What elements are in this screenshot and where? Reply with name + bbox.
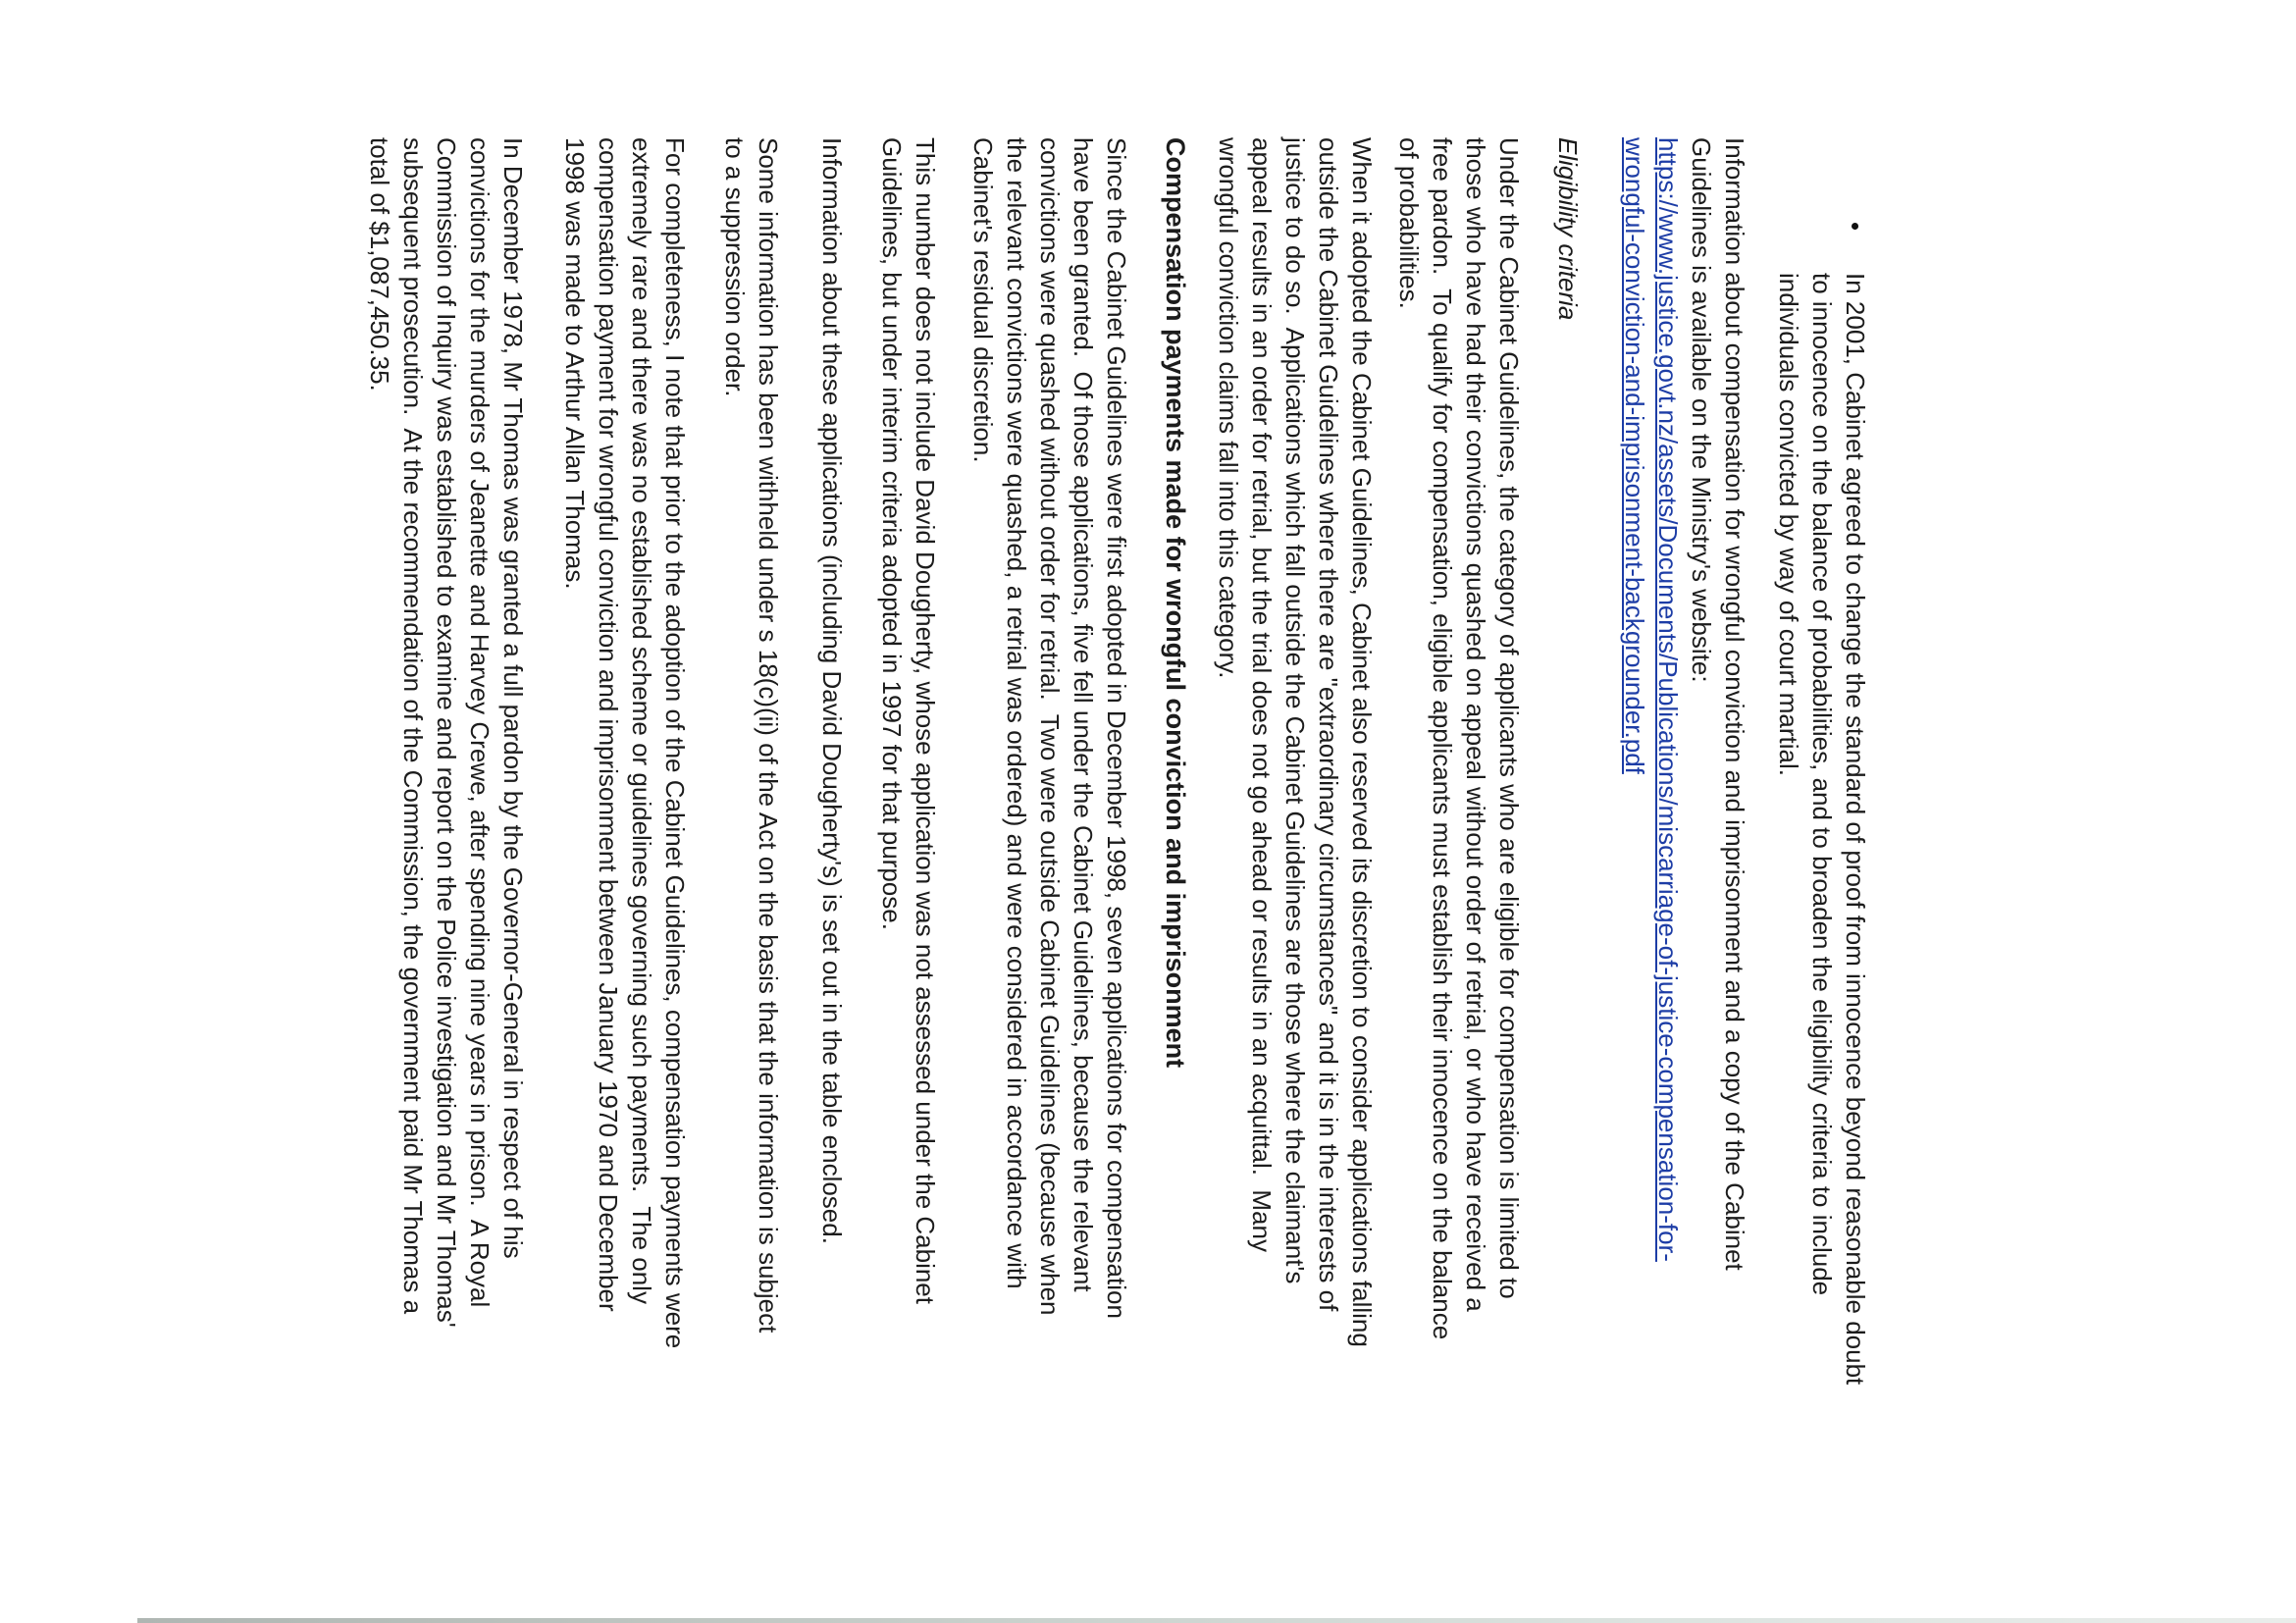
text-line: Cabinet's residual discretion. bbox=[968, 137, 998, 463]
text-line: In December 1978, Mr Thomas was granted a full pardon by the Governor-General in respect of his bbox=[498, 137, 528, 1259]
thomas-pardon-paragraph bbox=[363, 137, 530, 1328]
text-line: subsequent prosecution. At the recommendation of the Commission, the government paid Mr Thomas a bbox=[398, 137, 428, 1315]
hyperlink-line[interactable]: https://www.justice.govt.nz/assets/Documents/Publications/miscarriage-of-justice-compensation-for- bbox=[1653, 137, 1683, 1262]
intro-paragraph bbox=[1618, 137, 1751, 1271]
text-line: When it adopted the Cabinet Guidelines, Cabinet also reserved its discretion to consider applications falling bbox=[1347, 137, 1377, 1347]
text-line: have been granted. Of those applications, five fell under the Cabinet Guidelines, because the relevant bbox=[1069, 137, 1098, 1292]
text-line: 1998 was made to Arthur Allan Thomas. bbox=[560, 137, 590, 590]
text-line: of probabilities. bbox=[1394, 137, 1424, 309]
text-line: Guidelines, but under interim criteria adopted in 1997 for that purpose. bbox=[877, 137, 907, 930]
text-line: Some information has been withheld under s 18(c)(ii) of the Act on the basis that the information is subject bbox=[754, 137, 783, 1334]
table-reference-paragraph bbox=[815, 137, 849, 1244]
dougherty-paragraph bbox=[875, 137, 942, 1304]
text-line: to a suppression order. bbox=[720, 137, 750, 397]
completeness-paragraph bbox=[558, 137, 692, 1348]
text-line: For completeness, I note that prior to the adoption of the Cabinet Guidelines, compensation payments were bbox=[660, 137, 690, 1349]
withheld-information-paragraph bbox=[718, 137, 785, 1333]
text-line: compensation payment for wrongful conviction and imprisonment between January 1970 and December bbox=[594, 137, 623, 1312]
text-line: those who have had their convictions quashed on appeal without order of retrial, or who have received a bbox=[1461, 137, 1490, 1312]
text-line: extremely rare and there was no established scheme or guidelines governing such payments. The only bbox=[627, 137, 656, 1304]
text-line: appeal results in an order for retrial, but the trial does not go ahead or results in an acquittal. Many bbox=[1247, 137, 1277, 1252]
text-line: wrongful conviction claims fall into this category. bbox=[1214, 137, 1243, 679]
text-line: total of $1,087,450.35. bbox=[365, 137, 394, 392]
text-line: Information about these applications (including David Dougherty's) is set out in the table enclosed. bbox=[817, 137, 847, 1244]
text-line: the relevant convictions were quashed, a retrial was ordered) and were considered in accordance with bbox=[1002, 137, 1031, 1289]
text-line: Compensation payments made for wrongful conviction and imprisonment bbox=[1161, 137, 1190, 1069]
text-line: individuals convicted by way of court martial. bbox=[1774, 273, 1803, 777]
under-guidelines-paragraph bbox=[1392, 137, 1526, 1339]
bullet-item bbox=[1772, 273, 1872, 1385]
scan-edge-artifact bbox=[137, 1618, 2296, 1623]
since-guidelines-paragraph bbox=[966, 137, 1133, 1319]
text-line: convictions for the murders of Jeanette and Harvey Crewe, after spending nine years in prison. A Royal bbox=[465, 137, 495, 1308]
text-line: This number does not include David Dougherty, whose application was not assessed under the Cabinet bbox=[911, 137, 940, 1304]
text-line: Under the Cabinet Guidelines, the category of applicants who are eligible for compensation is limited to bbox=[1494, 137, 1524, 1299]
text-line: In 2001, Cabinet agreed to change the standard of proof from innocence beyond reasonable doubt bbox=[1841, 273, 1870, 1386]
text-line: justice to do so. Applications which fall outside the Cabinet Guidelines are those where the claimant's bbox=[1280, 137, 1310, 1284]
text-line: Commission of Inquiry was established to examine and report on the Police investigation and Mr Thomas' bbox=[432, 137, 461, 1328]
text-line: Guidelines is available on the Ministry's website: bbox=[1687, 137, 1716, 683]
text-line: convictions were quashed without order for retrial. Two were outside Cabinet Guidelines (because when bbox=[1035, 137, 1065, 1316]
text-line: outside the Cabinet Guidelines where there are "extraordinary circumstances" and it is in the interests of bbox=[1314, 137, 1343, 1312]
text-line: free pardon. To qualify for compensation, eligible applicants must establish their innocence on the balance bbox=[1428, 137, 1457, 1340]
hyperlink-line[interactable]: wrongful-conviction-and-imprisonment-backgrounder.pdf bbox=[1620, 137, 1649, 774]
text-line: Information about compensation for wrongful conviction and imprisonment and a copy of the Cabinet bbox=[1720, 137, 1749, 1271]
text-line: Since the Cabinet Guidelines were first adopted in December 1998, seven applications for compensation bbox=[1102, 137, 1131, 1319]
compensation-payments-heading bbox=[1159, 137, 1192, 1068]
bullet-marker: • bbox=[1841, 222, 1870, 232]
when-adopted-paragraph bbox=[1212, 137, 1379, 1347]
text-line: Eligibility criteria bbox=[1553, 137, 1583, 321]
text-line: to innocence on the balance of probabilities, and to broaden the eligibility criteria to include bbox=[1807, 273, 1837, 1296]
eligibility-criteria-heading bbox=[1551, 137, 1585, 320]
